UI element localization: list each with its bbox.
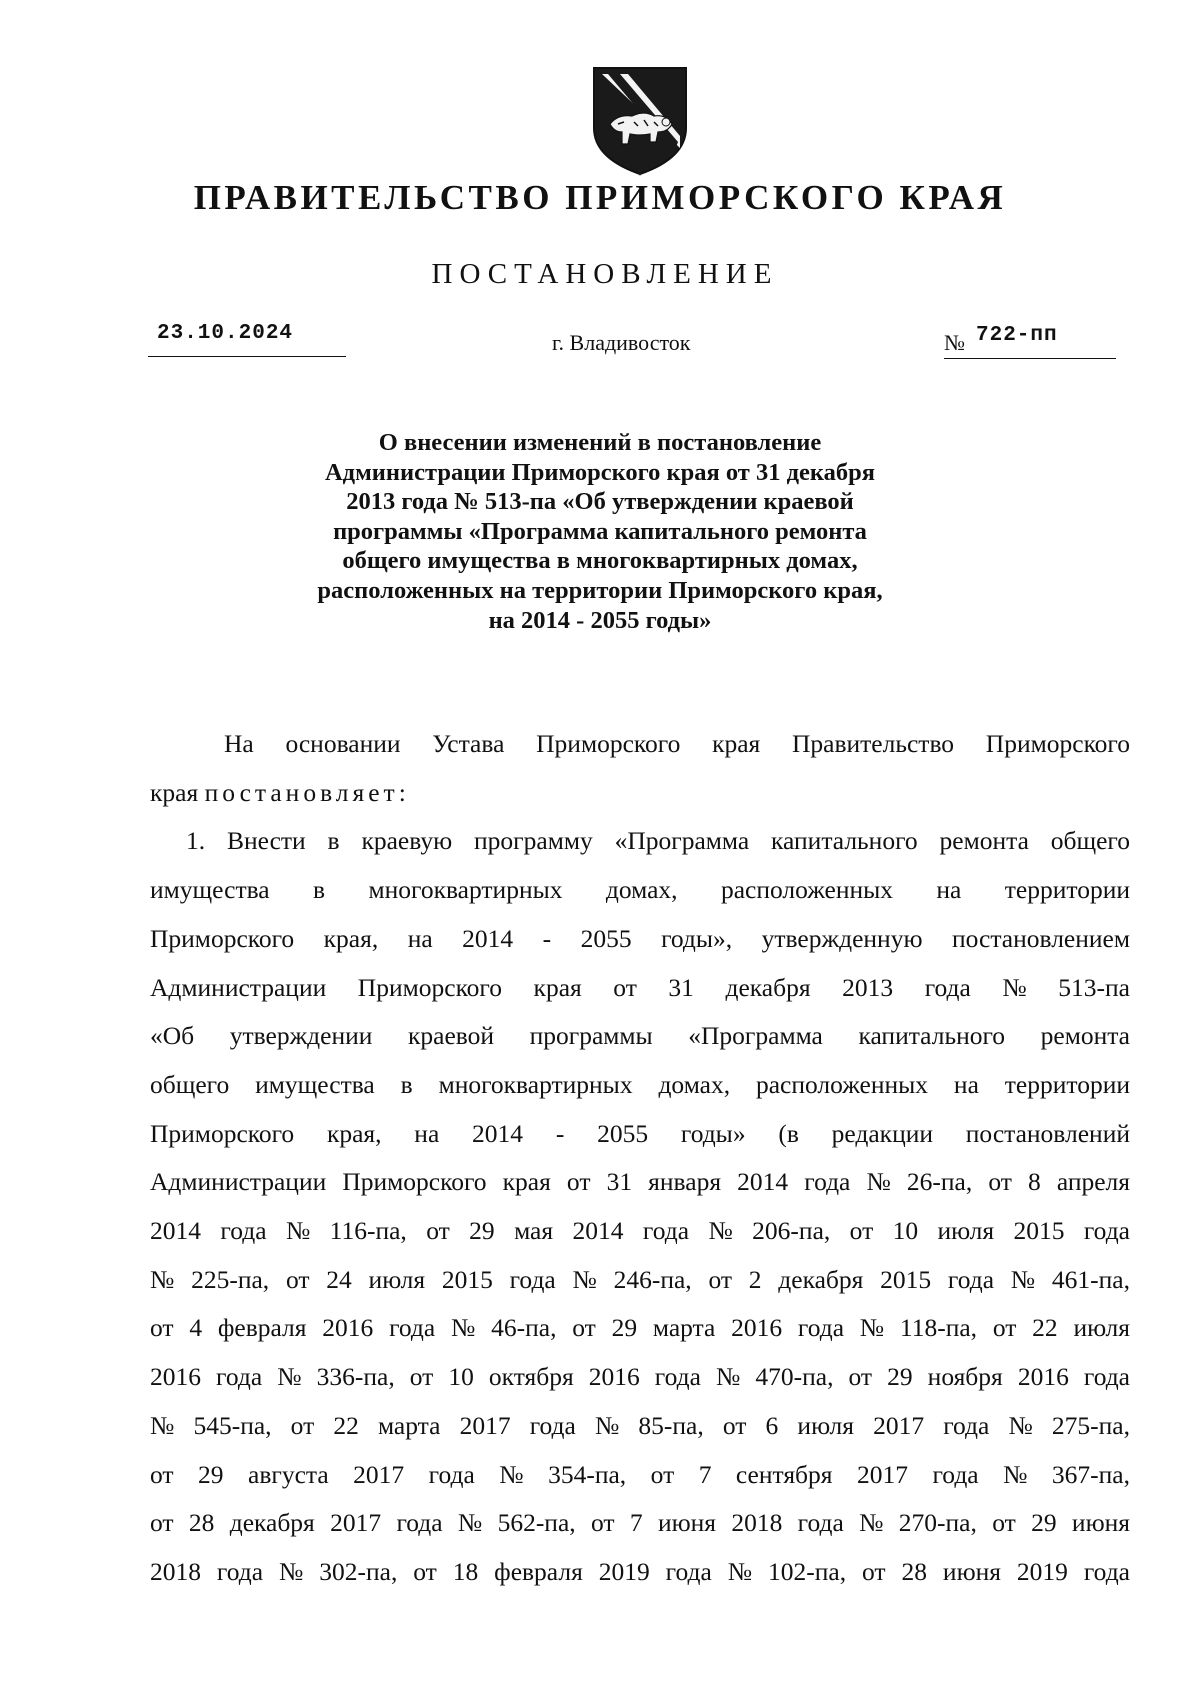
subject-line: О внесении изменений в постановление <box>378 429 822 456</box>
item-1-line: от 4 февраля 2016 года № 46-па, от 29 марта 2016 года № 118-па, от 22 июля <box>150 1313 1130 1343</box>
item-1-line: общего имущества в многоквартирных домах, расположенных на территории <box>150 1069 1130 1099</box>
item-1-line: от 28 декабря 2017 года № 562-па, от 7 июня 2018 года № 270-па, от 29 июня <box>150 1508 1130 1538</box>
item-1-line: 2018 года № 302-па, от 18 февраля 2019 года № 102-па, от 28 июня 2019 года <box>150 1556 1130 1586</box>
preamble-paragraph <box>150 720 1130 817</box>
preamble-line <box>150 769 1130 818</box>
coat-of-arms-emblem <box>588 66 692 178</box>
subject-line: программы «Программа капитального ремонта <box>333 517 867 545</box>
subject-line: на 2014 - 2055 годы» <box>488 606 712 634</box>
item-1-line: Администрации Приморского края от 31 декабря 2013 года № 513-па <box>150 972 1130 1002</box>
item-1-line: № 225-па, от 24 июля 2015 года № 246-па, от 2 декабря 2015 года № 461-па, <box>150 1264 1130 1294</box>
item-1-line: от 29 августа 2017 года № 354-па, от 7 сентября 2017 года № 367-па, <box>150 1459 1130 1489</box>
number-sign: № <box>944 330 965 355</box>
document-number: 722-пп <box>976 324 1058 347</box>
item-1-line: имущества в многоквартирных домах, расположенных на территории <box>150 875 1130 905</box>
city: г. Владивосток <box>552 330 691 355</box>
item-1-line: Приморского края, на 2014 - 2055 годы», утвержденную постановлением <box>150 923 1130 953</box>
meta-row <box>0 320 1200 360</box>
document-body <box>150 720 1130 1597</box>
item-1-paragraph <box>150 817 1130 1596</box>
item-1-line: Приморского края, на 2014 - 2055 годы» (в редакции постановлений <box>150 1118 1130 1148</box>
organization-title: ПРАВИТЕЛЬСТВО ПРИМОРСКОГО КРАЯ <box>193 178 1007 217</box>
number-field <box>944 324 1116 359</box>
preamble-line: На основании Устава Приморского края Правительство Приморского <box>224 729 1130 758</box>
subject-line: расположенных на территории Приморского края, <box>317 576 883 604</box>
preamble-prefix: края <box>150 777 199 807</box>
item-1-line: Администрации Приморского края от 31 января 2014 года № 26-па, от 8 апреля <box>150 1167 1130 1197</box>
item-1-line: 2016 года № 336-па, от 10 октября 2016 года № 470-па, от 29 ноября 2016 года <box>150 1362 1130 1392</box>
item-1-line: № 545-па, от 22 марта 2017 года № 85-па, от 6 июля 2017 года № 275-па, <box>150 1410 1130 1440</box>
preamble-resolves: постановляет: <box>204 777 410 807</box>
subject-line: 2013 года № 513-па «Об утверждении краевой <box>346 488 854 516</box>
subject-line: Администрации Приморского края от 31 декабря <box>324 458 875 486</box>
item-1-line: 2014 года № 116-па, от 29 мая 2014 года № 206-па, от 10 июля 2015 года <box>150 1216 1130 1246</box>
item-1-line: 1. Внести в краевую программу «Программа капитального ремонта общего <box>186 826 1130 856</box>
document-subject <box>250 428 950 635</box>
document-date: 23.10.2024 <box>157 322 294 345</box>
date-field <box>148 320 346 357</box>
subject-line: общего имущества в многоквартирных домах, <box>342 547 858 575</box>
document-type: ПОСТАНОВЛЕНИЕ <box>431 258 779 290</box>
item-1-line: «Об утверждении краевой программы «Программа капитального ремонта <box>150 1021 1130 1051</box>
